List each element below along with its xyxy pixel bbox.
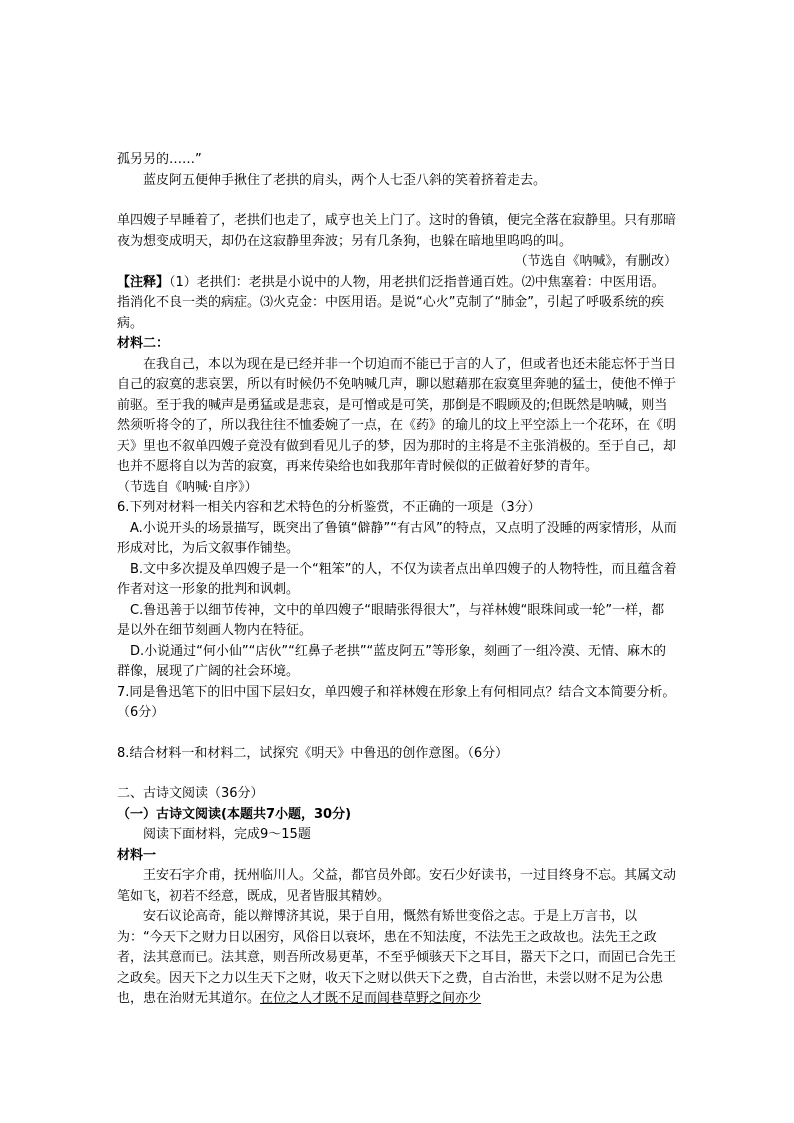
paragraph-2: 蓝皮阿五便伸手揪住了老拱的肩头，两个人七歪八斜的笑着挤着走去。 xyxy=(143,172,547,188)
material-2-text: 在我自己，本以为现在是已经并非一个切迫而不能已于言的人了，但或者也还未能忘怀于当日自己的寂寞的悲哀罢，所以有时候仍不免呐喊几声，聊以慰藉那在寂寞里奔驰的猛士，使他不惮于前驱。至于我的喊声是勇猛或是悲哀，是可憎或是可笑，那倒是不暇顾及的;但既然是呐喊，则当然须听将令的了，所以我往往不恤委婉了一点，在《药》的瑜儿的坟上平空添上一个花环，在《明天》里也不叙单四嫂子竟没有做到看见儿子的梦，因为那时的主将是不主张消极的。至于自己，却也并不愿将自以为苦的寂寞，再来传染给也如我那年青时候似的正做着好梦的青年。 xyxy=(117,356,677,474)
annotation-text: （1）老拱们：老拱是小说中的人物，用老拱们泛指普通百姓。⑵中焦塞着：中医用语。指消化不良一类的病症。⑶火克金：中医用语。是说“心火”克制了“肺金”，引起了呼吸系统的疾病。 xyxy=(117,274,665,331)
spacer xyxy=(117,191,677,211)
annotation-label: 【注释】 xyxy=(117,274,170,290)
section-2-heading: 二、古诗文阅读（36分） xyxy=(117,786,264,801)
question-8: 8.结合材料一和材料二，试探究《明天》中鲁迅的创作意图。（6分） xyxy=(117,745,509,761)
annotation xyxy=(117,273,677,335)
classical-paragraph-2 xyxy=(117,907,677,1010)
material-2-title: 材料二： xyxy=(117,336,170,351)
spacer xyxy=(117,764,677,784)
source-note-2: （节选自《呐喊·自序》） xyxy=(117,479,258,495)
question-6-option-c: C.鲁迅善于以细节传神，文中的单四嫂子“眼睛张得很大”，与祥林嫂“眼珠间或一轮”一样，都是以外在细节刻画人物内在特征。 xyxy=(117,602,665,638)
classical-paragraph-2-text: 安石议论高奇，能以辩博济其说，果于自用，慨然有矫世变俗之志。于是上万言书，以为：“今天下之财力日以困穷，风俗日以衰坏，患在不知法度，不法先王之政故也。法先王之政者，法其意而已。法其意，则吾所改易更革，不至乎倾骇天下之耳目，嚣天下之口，而固已合先王之政矣。因天下之力以生天下之财，收天下之财以供天下之费，自古治世，未尝以财不足为公患也，患在治财无其道尔。 xyxy=(117,909,677,1006)
question-6-option-d: D.小说通过“何小仙”“店伙”“红鼻子老拱”“蓝皮阿五”等形象，刻画了一组冷漠、无情、麻木的群像，展现了广阔的社会环境。 xyxy=(117,643,667,679)
question-7: 7.同是鲁迅笔下的旧中国下层妇女，单四嫂子和祥林嫂在形象上有何相同点？结合文本简要分析。（6分） xyxy=(117,684,676,720)
source-note-1: （节选自《呐喊》，有删改） xyxy=(514,254,677,269)
paragraph-1: 孤另另的……” xyxy=(117,152,202,167)
paragraph-3: 单四嫂子早睡着了，老拱们也走了，咸亨也关上门了。这时的鲁镇，便完全落在寂静里。只有那暗夜为想变成明天，却仍在这寂静里奔波；另有几条狗，也躲在暗地里呜呜的叫。 xyxy=(117,213,677,249)
underlined-sentence: 在位之人才既不足而闾巷草野之间亦少 xyxy=(260,991,482,1006)
spacer xyxy=(117,724,677,744)
document-page xyxy=(117,150,677,1010)
question-6-option-b: B.文中多次提及单四嫂子是一个“粗笨”的人，不仅为读者点出单四嫂子的人物特性，而且蕴含着作者对这一形象的批判和讽刺。 xyxy=(117,561,677,597)
section-2-1-heading: （一）古诗文阅读(本题共7小题，30分) xyxy=(117,806,352,822)
question-6-option-a: A.小说开头的场景描写，既突出了鲁镇“僻静”“有古风”的特点，又点明了没睡的两家情形，从而形成对比，为后文叙事作铺垫。 xyxy=(117,520,677,556)
classical-paragraph-1: 王安石字介甫，抚州临川人。父益，都官员外郎。安石少好读书，一过目终身不忘。其属文动笔如飞，初若不经意，既成，见者皆服其精妙。 xyxy=(117,868,677,904)
material-1-title: 材料一 xyxy=(117,847,157,863)
section-2-instruction: 阅读下面材料，完成9～15题 xyxy=(143,827,311,842)
question-6: 6.下列对材料一相关内容和艺术特色的分析鉴赏，不正确的一项是（3分） xyxy=(117,500,541,515)
